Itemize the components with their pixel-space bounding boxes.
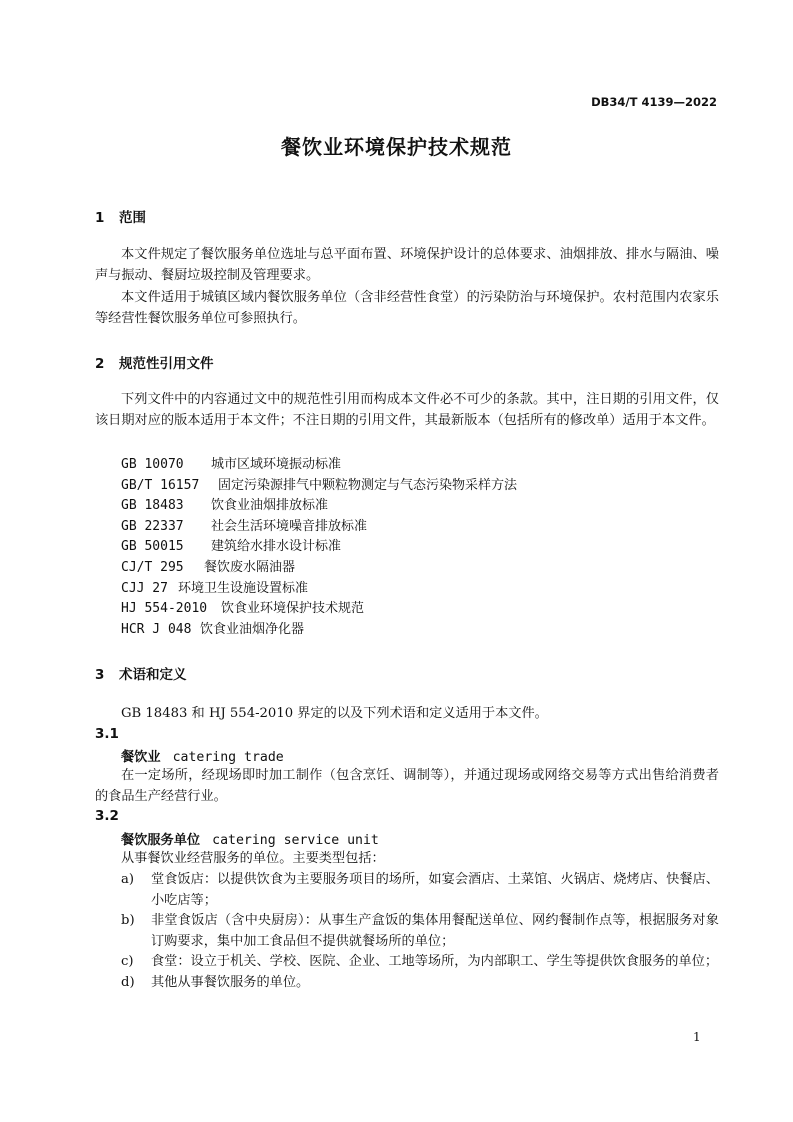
term-chinese: 餐饮业 [121,750,161,765]
list-marker: b) [121,913,135,929]
clause-number: 3.2 [95,808,119,824]
section-1-paragraph-1: 本文件规定了餐饮服务单位选址与总平面布置、环境保护设计的总体要求、油烟排放、排水与隔油、噪声与振动、餐厨垃圾控制及管理要求。 [95,247,719,283]
term-heading [121,746,284,765]
reference-code: CJ/T 295 [121,559,184,575]
list-item [121,911,719,952]
reference-item [121,579,517,600]
term-chinese: 餐饮服务单位 [121,833,201,848]
section-title: 规范性引用文件 [119,356,214,372]
reference-code: GB 10070 [121,457,184,472]
list-item-text: 堂食饭店：以提供饮食为主要服务项目的场所，如宴会酒店、土菜馆、火锅店、烧烤店、快餐店、小吃店等； [151,872,719,908]
reference-name: 饮食业油烟排放标准 [211,498,329,514]
reference-item [121,599,517,620]
reference-item [121,496,517,517]
list-item-text: 其他从事餐饮服务的单位。 [151,974,310,990]
list-marker: d) [121,974,135,990]
section-title: 范围 [119,210,146,226]
section-title: 术语和定义 [119,667,187,683]
normative-reference-list [121,455,517,640]
list-item-text: 食堂：设立于机关、学校、医院、企业、工地等场所，为内部职工、学生等提供饮食服务的单位； [151,954,719,970]
reference-item [121,455,517,476]
section-number: 3 [95,667,105,683]
list-item [121,870,719,911]
section-2-paragraph-1: 下列文件中的内容通过文中的规范性引用而构成本文件必不可少的条款。其中，注日期的引用文件，仅该日期对应的版本适用于本文件；不注日期的引用文件，其最新版本（包括所有的修改单）适用于本文件。 [95,392,719,428]
term-english: catering trade [172,750,284,765]
reference-code: CJJ 27 [121,580,168,596]
reference-name: 餐饮废水隔油器 [204,559,296,575]
reference-name: 建筑给水排水设计标准 [211,539,342,555]
reference-item [121,517,517,538]
reference-code: GB 22337 [121,518,184,534]
reference-name: 饮食业环境保护技术规范 [221,601,365,617]
reference-name: 环境卫生设施设置标准 [178,580,309,596]
reference-code: GB 50015 [121,539,184,555]
term-heading [121,829,379,848]
type-list [121,870,719,994]
section-2-heading [95,352,214,372]
term-definition: 在一定场所，经现场即时加工制作（包含烹饪、调制等），并通过现场或网络交易等方式出售给消费者的食品生产经营行业。 [95,768,719,804]
reference-name: 城市区域环境振动标准 [211,457,342,472]
section-3-intro: GB 18483 和 HJ 554-2010 界定的以及下列术语和定义适用于本文件。 [121,706,548,721]
list-marker: c) [121,954,134,970]
list-item-text: 非堂食饭店（含中央厨房）：从事生产盒饭的集体用餐配送单位、网约餐制作点等，根据服务对象订购要求，集中加工食品但不提供就餐场所的单位； [151,913,719,949]
section-1-paragraph-2: 本文件适用于城镇区域内餐饮服务单位（含非经营性食堂）的污染防治与环境保护。农村范围内农家乐等经营性餐饮服务单位可参照执行。 [95,290,719,326]
reference-code: GB/T 16157 [121,477,200,493]
reference-code: HCR J 048 [121,621,192,637]
reference-name: 饮食业油烟净化器 [200,621,305,637]
reference-item [121,620,517,641]
section-1-heading [95,206,146,226]
reference-code: GB 18483 [121,498,184,514]
list-item [121,952,719,973]
page-title: 餐饮业环境保护技术规范 [281,135,512,159]
section-number: 2 [95,356,105,372]
clause-number: 3.1 [95,726,119,742]
reference-item [121,537,517,558]
section-3-heading [95,663,187,683]
page-number: 1 [693,1030,701,1044]
section-number: 1 [95,210,105,226]
reference-item [121,476,517,497]
term-english: catering service unit [212,833,379,848]
reference-item [121,558,517,579]
list-marker: a) [121,872,135,887]
reference-name: 社会生活环境噪音排放标准 [211,518,368,534]
reference-code: HJ 554-2010 [121,601,208,617]
term-definition: 从事餐饮业经营服务的单位。主要类型包括： [121,851,385,866]
reference-name: 固定污染源排气中颗粒物测定与气态污染物采样方法 [218,477,518,493]
list-item [121,973,719,994]
document-id: DB34/T 4139—2022 [591,95,717,109]
